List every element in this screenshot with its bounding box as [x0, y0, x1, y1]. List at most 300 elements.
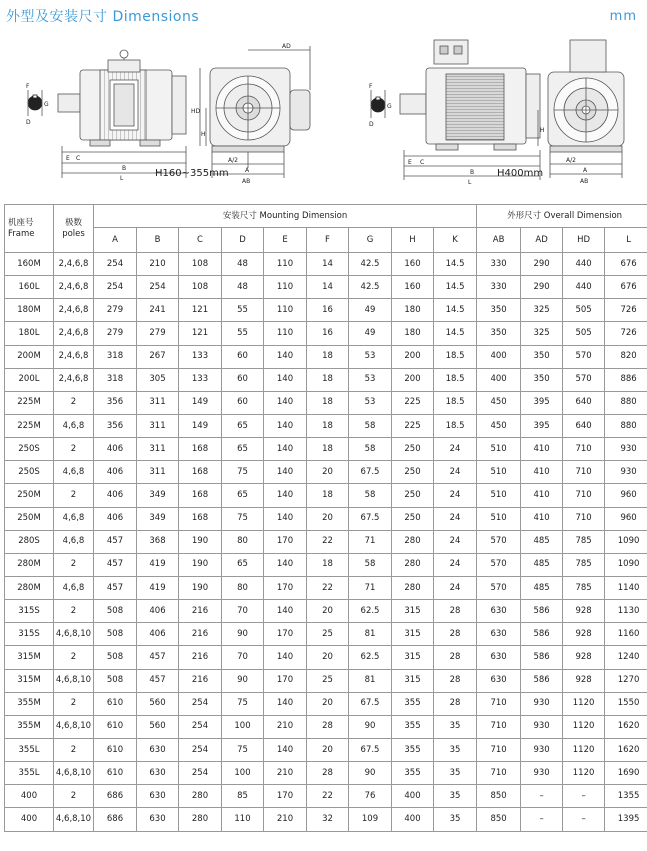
value-cell: 216	[179, 600, 222, 623]
value-cell: 55	[222, 322, 264, 345]
frame-cell: 400	[5, 808, 54, 831]
value-cell: 330	[477, 276, 521, 299]
value-cell: –	[563, 808, 605, 831]
value-cell: 140	[264, 692, 307, 715]
value-cell: 140	[264, 391, 307, 414]
value-cell: 49	[349, 299, 392, 322]
value-cell: 710	[563, 507, 605, 530]
value-cell: 406	[137, 600, 179, 623]
value-cell: 440	[563, 276, 605, 299]
value-cell: –	[521, 785, 563, 808]
value-cell: 930	[521, 738, 563, 761]
value-cell: 1550	[605, 692, 647, 715]
value-cell: 630	[477, 600, 521, 623]
value-cell: 930	[521, 715, 563, 738]
value-cell: 1120	[563, 762, 605, 785]
table-row	[5, 553, 647, 576]
value-cell: 25	[307, 669, 349, 692]
value-cell: 24	[434, 484, 477, 507]
value-cell: 190	[179, 576, 222, 599]
value-cell: 395	[521, 391, 563, 414]
value-cell: 28	[434, 669, 477, 692]
value-cell: 406	[94, 507, 137, 530]
value-cell: 149	[179, 391, 222, 414]
poles-cell: 2	[54, 692, 94, 715]
value-cell: 180	[392, 299, 434, 322]
value-cell: 710	[563, 438, 605, 461]
value-cell: 960	[605, 484, 647, 507]
value-cell: 505	[563, 299, 605, 322]
value-cell: 630	[477, 669, 521, 692]
value-cell: 14.5	[434, 299, 477, 322]
poles-cell: 4,6,8	[54, 461, 94, 484]
column-header-ab: AB	[477, 228, 521, 253]
left-front-view	[200, 46, 310, 178]
right-front-view	[538, 40, 624, 178]
frame-cell: 225M	[5, 391, 54, 414]
value-cell: 42.5	[349, 276, 392, 299]
value-cell: 168	[179, 484, 222, 507]
value-cell: 140	[264, 345, 307, 368]
value-cell: 440	[563, 253, 605, 276]
value-cell: 168	[179, 507, 222, 530]
value-cell: 140	[264, 438, 307, 461]
value-cell: 355	[392, 738, 434, 761]
value-cell: 90	[222, 623, 264, 646]
dimension-table	[4, 204, 647, 832]
value-cell: 250	[392, 461, 434, 484]
value-cell: 630	[137, 762, 179, 785]
value-cell: 1355	[605, 785, 647, 808]
label-c-right: C	[420, 159, 425, 166]
value-cell: 67.5	[349, 692, 392, 715]
poles-header: 极数 poles	[54, 205, 94, 253]
value-cell: 410	[521, 484, 563, 507]
value-cell: 75	[222, 692, 264, 715]
value-cell: 254	[94, 276, 137, 299]
value-cell: 1240	[605, 646, 647, 669]
value-cell: 410	[521, 438, 563, 461]
value-cell: 355	[392, 715, 434, 738]
value-cell: 14	[307, 253, 349, 276]
value-cell: 560	[137, 715, 179, 738]
value-cell: 630	[137, 808, 179, 831]
value-cell: 76	[349, 785, 392, 808]
value-cell: 225	[392, 414, 434, 437]
label-ab-right: AB	[580, 178, 589, 185]
value-cell: 62.5	[349, 646, 392, 669]
value-cell: 1270	[605, 669, 647, 692]
label-f-right: F	[369, 83, 373, 90]
value-cell: 170	[264, 669, 307, 692]
label-c: C	[76, 155, 81, 162]
column-header-a: A	[94, 228, 137, 253]
value-cell: 1120	[563, 692, 605, 715]
table-row	[5, 646, 647, 669]
value-cell: 140	[264, 738, 307, 761]
value-cell: 20	[307, 507, 349, 530]
value-cell: 686	[94, 808, 137, 831]
caption-right: H400mm	[497, 168, 544, 179]
value-cell: 90	[349, 715, 392, 738]
table-row	[5, 276, 647, 299]
value-cell: 58	[349, 438, 392, 461]
value-cell: 32	[307, 808, 349, 831]
value-cell: 508	[94, 600, 137, 623]
value-cell: 170	[264, 530, 307, 553]
frame-cell: 315S	[5, 600, 54, 623]
value-cell: 400	[477, 368, 521, 391]
value-cell: 406	[137, 623, 179, 646]
value-cell: 305	[137, 368, 179, 391]
value-cell: 311	[137, 461, 179, 484]
table-row	[5, 368, 647, 391]
value-cell: 325	[521, 299, 563, 322]
value-cell: 18	[307, 414, 349, 437]
value-cell: 850	[477, 808, 521, 831]
left-side-view	[28, 50, 186, 178]
value-cell: 630	[477, 646, 521, 669]
poles-cell: 2	[54, 600, 94, 623]
value-cell: 35	[434, 785, 477, 808]
value-cell: 410	[521, 461, 563, 484]
value-cell: 928	[563, 600, 605, 623]
value-cell: 18	[307, 391, 349, 414]
value-cell: 710	[563, 484, 605, 507]
value-cell: 710	[477, 738, 521, 761]
value-cell: 14	[307, 276, 349, 299]
table-row	[5, 253, 647, 276]
value-cell: 406	[94, 484, 137, 507]
poles-cell: 2,4,6,8	[54, 276, 94, 299]
table-row	[5, 484, 647, 507]
value-cell: 406	[94, 461, 137, 484]
value-cell: 60	[222, 345, 264, 368]
value-cell: 160	[392, 276, 434, 299]
value-cell: 267	[137, 345, 179, 368]
value-cell: 279	[94, 299, 137, 322]
value-cell: 22	[307, 530, 349, 553]
value-cell: –	[521, 808, 563, 831]
column-header-g: G	[349, 228, 392, 253]
poles-cell: 4,6,8	[54, 507, 94, 530]
value-cell: 18	[307, 484, 349, 507]
frame-cell: 200M	[5, 345, 54, 368]
label-b-right: B	[470, 169, 475, 176]
value-cell: 80	[222, 576, 264, 599]
value-cell: 18.5	[434, 414, 477, 437]
value-cell: 254	[137, 276, 179, 299]
value-cell: 14.5	[434, 322, 477, 345]
value-cell: 140	[264, 553, 307, 576]
label-ad: AD	[282, 43, 291, 50]
value-cell: 65	[222, 414, 264, 437]
value-cell: 140	[264, 600, 307, 623]
frame-cell: 250S	[5, 461, 54, 484]
frame-cell: 200L	[5, 368, 54, 391]
table-row	[5, 299, 647, 322]
label-e: E	[66, 155, 70, 162]
motor-dimension-drawings	[0, 28, 647, 208]
value-cell: 22	[307, 785, 349, 808]
value-cell: 457	[94, 553, 137, 576]
column-header-h: H	[392, 228, 434, 253]
frame-cell: 280M	[5, 553, 54, 576]
value-cell: 28	[434, 623, 477, 646]
value-cell: 140	[264, 507, 307, 530]
poles-cell: 2,4,6,8	[54, 368, 94, 391]
value-cell: 930	[521, 692, 563, 715]
table-row	[5, 623, 647, 646]
value-cell: 880	[605, 414, 647, 437]
table-row	[5, 808, 647, 831]
value-cell: 1620	[605, 715, 647, 738]
value-cell: 168	[179, 438, 222, 461]
value-cell: 24	[434, 461, 477, 484]
value-cell: 928	[563, 669, 605, 692]
value-cell: 110	[264, 299, 307, 322]
poles-cell: 2,4,6,8	[54, 253, 94, 276]
value-cell: 200	[392, 368, 434, 391]
value-cell: 70	[222, 600, 264, 623]
value-cell: 133	[179, 345, 222, 368]
value-cell: 640	[563, 414, 605, 437]
value-cell: 315	[392, 669, 434, 692]
value-cell: 140	[264, 461, 307, 484]
value-cell: 586	[521, 623, 563, 646]
value-cell: 886	[605, 368, 647, 391]
value-cell: 785	[563, 576, 605, 599]
value-cell: 1130	[605, 600, 647, 623]
value-cell: 930	[605, 461, 647, 484]
table-row	[5, 715, 647, 738]
value-cell: 457	[94, 530, 137, 553]
value-cell: 510	[477, 461, 521, 484]
value-cell: 350	[477, 322, 521, 345]
value-cell: 71	[349, 530, 392, 553]
value-cell: 67.5	[349, 461, 392, 484]
value-cell: 315	[392, 646, 434, 669]
value-cell: 250	[392, 484, 434, 507]
value-cell: 216	[179, 646, 222, 669]
value-cell: 60	[222, 391, 264, 414]
value-cell: 510	[477, 438, 521, 461]
frame-cell: 315M	[5, 669, 54, 692]
label-h-right: H	[540, 127, 545, 134]
value-cell: 419	[137, 553, 179, 576]
value-cell: 640	[563, 391, 605, 414]
value-cell: 18	[307, 368, 349, 391]
value-cell: 928	[563, 623, 605, 646]
value-cell: 81	[349, 669, 392, 692]
poles-cell: 2	[54, 391, 94, 414]
value-cell: 280	[179, 808, 222, 831]
frame-cell: 355L	[5, 738, 54, 761]
value-cell: 18.5	[434, 368, 477, 391]
value-cell: 20	[307, 646, 349, 669]
right-side-view	[371, 40, 540, 180]
value-cell: 928	[563, 646, 605, 669]
value-cell: 457	[137, 646, 179, 669]
value-cell: 610	[94, 738, 137, 761]
value-cell: 315	[392, 600, 434, 623]
value-cell: 28	[434, 600, 477, 623]
table-row	[5, 438, 647, 461]
value-cell: 216	[179, 669, 222, 692]
value-cell: 210	[264, 715, 307, 738]
value-cell: 53	[349, 345, 392, 368]
value-cell: 349	[137, 484, 179, 507]
value-cell: 930	[521, 762, 563, 785]
value-cell: 216	[179, 623, 222, 646]
value-cell: 200	[392, 345, 434, 368]
value-cell: 1120	[563, 715, 605, 738]
value-cell: 35	[434, 762, 477, 785]
value-cell: 20	[307, 600, 349, 623]
value-cell: 710	[563, 461, 605, 484]
value-cell: 1120	[563, 738, 605, 761]
poles-cell: 2,4,6,8	[54, 322, 94, 345]
column-header-l: L	[605, 228, 647, 253]
poles-cell: 4,6,8,10	[54, 669, 94, 692]
table-row	[5, 738, 647, 761]
label-l: L	[120, 175, 124, 182]
table-row	[5, 322, 647, 345]
value-cell: 350	[521, 368, 563, 391]
value-cell: 570	[477, 530, 521, 553]
value-cell: 279	[94, 322, 137, 345]
value-cell: 356	[94, 391, 137, 414]
value-cell: 18	[307, 345, 349, 368]
column-header-c: C	[179, 228, 222, 253]
value-cell: 121	[179, 299, 222, 322]
value-cell: 318	[94, 368, 137, 391]
value-cell: 505	[563, 322, 605, 345]
table-row	[5, 345, 647, 368]
label-e-right: E	[408, 159, 412, 166]
value-cell: 80	[222, 530, 264, 553]
value-cell: 1090	[605, 530, 647, 553]
value-cell: 350	[521, 345, 563, 368]
label-a2: A/2	[228, 157, 238, 164]
value-cell: 280	[392, 553, 434, 576]
value-cell: 311	[137, 414, 179, 437]
value-cell: 1620	[605, 738, 647, 761]
value-cell: 190	[179, 530, 222, 553]
value-cell: 53	[349, 391, 392, 414]
value-cell: 110	[264, 253, 307, 276]
label-d-right: D	[369, 121, 374, 128]
value-cell: 210	[264, 808, 307, 831]
value-cell: 850	[477, 785, 521, 808]
value-cell: 210	[264, 762, 307, 785]
frame-cell: 355L	[5, 762, 54, 785]
value-cell: 330	[477, 253, 521, 276]
frame-cell: 225M	[5, 414, 54, 437]
value-cell: 254	[179, 692, 222, 715]
overall-dimension-header: 外形尺寸 Overall Dimension	[477, 205, 647, 228]
frame-cell: 160L	[5, 276, 54, 299]
value-cell: 254	[179, 715, 222, 738]
value-cell: 108	[179, 253, 222, 276]
value-cell: 930	[605, 438, 647, 461]
value-cell: 508	[94, 646, 137, 669]
value-cell: 250	[392, 507, 434, 530]
value-cell: 225	[392, 391, 434, 414]
mounting-dimension-header: 安装尺寸 Mounting Dimension	[94, 205, 477, 228]
frame-cell: 315S	[5, 623, 54, 646]
value-cell: 395	[521, 414, 563, 437]
value-cell: 726	[605, 322, 647, 345]
value-cell: 280	[179, 785, 222, 808]
value-cell: 71	[349, 576, 392, 599]
value-cell: 710	[477, 762, 521, 785]
value-cell: 508	[94, 623, 137, 646]
value-cell: 1090	[605, 553, 647, 576]
value-cell: 90	[222, 669, 264, 692]
value-cell: 24	[434, 553, 477, 576]
value-cell: 1690	[605, 762, 647, 785]
value-cell: 110	[264, 276, 307, 299]
value-cell: 280	[392, 576, 434, 599]
frame-cell: 355M	[5, 692, 54, 715]
label-a: A	[245, 167, 250, 174]
value-cell: 279	[137, 322, 179, 345]
value-cell: 1140	[605, 576, 647, 599]
label-h: H	[201, 131, 206, 138]
poles-cell: 2	[54, 553, 94, 576]
caption-left: H160~355mm	[155, 168, 229, 179]
value-cell: 81	[349, 623, 392, 646]
value-cell: 90	[349, 762, 392, 785]
value-cell: 960	[605, 507, 647, 530]
value-cell: 570	[563, 368, 605, 391]
value-cell: 820	[605, 345, 647, 368]
value-cell: 140	[264, 414, 307, 437]
poles-cell: 4,6,8	[54, 414, 94, 437]
value-cell: –	[563, 785, 605, 808]
value-cell: 140	[264, 368, 307, 391]
value-cell: 311	[137, 438, 179, 461]
value-cell: 121	[179, 322, 222, 345]
value-cell: 149	[179, 414, 222, 437]
value-cell: 67.5	[349, 738, 392, 761]
value-cell: 55	[222, 299, 264, 322]
table-row	[5, 762, 647, 785]
value-cell: 48	[222, 253, 264, 276]
value-cell: 100	[222, 715, 264, 738]
unit-label: mm	[609, 9, 637, 24]
value-cell: 508	[94, 669, 137, 692]
value-cell: 42.5	[349, 253, 392, 276]
label-g: G	[44, 101, 49, 108]
value-cell: 24	[434, 438, 477, 461]
value-cell: 570	[477, 553, 521, 576]
value-cell: 18.5	[434, 391, 477, 414]
value-cell: 318	[94, 345, 137, 368]
value-cell: 170	[264, 785, 307, 808]
value-cell: 67.5	[349, 507, 392, 530]
value-cell: 110	[264, 322, 307, 345]
value-cell: 410	[521, 507, 563, 530]
label-f: F	[26, 83, 30, 90]
value-cell: 28	[434, 692, 477, 715]
value-cell: 75	[222, 738, 264, 761]
frame-cell: 180M	[5, 299, 54, 322]
frame-cell: 250S	[5, 438, 54, 461]
value-cell: 65	[222, 438, 264, 461]
value-cell: 18.5	[434, 345, 477, 368]
